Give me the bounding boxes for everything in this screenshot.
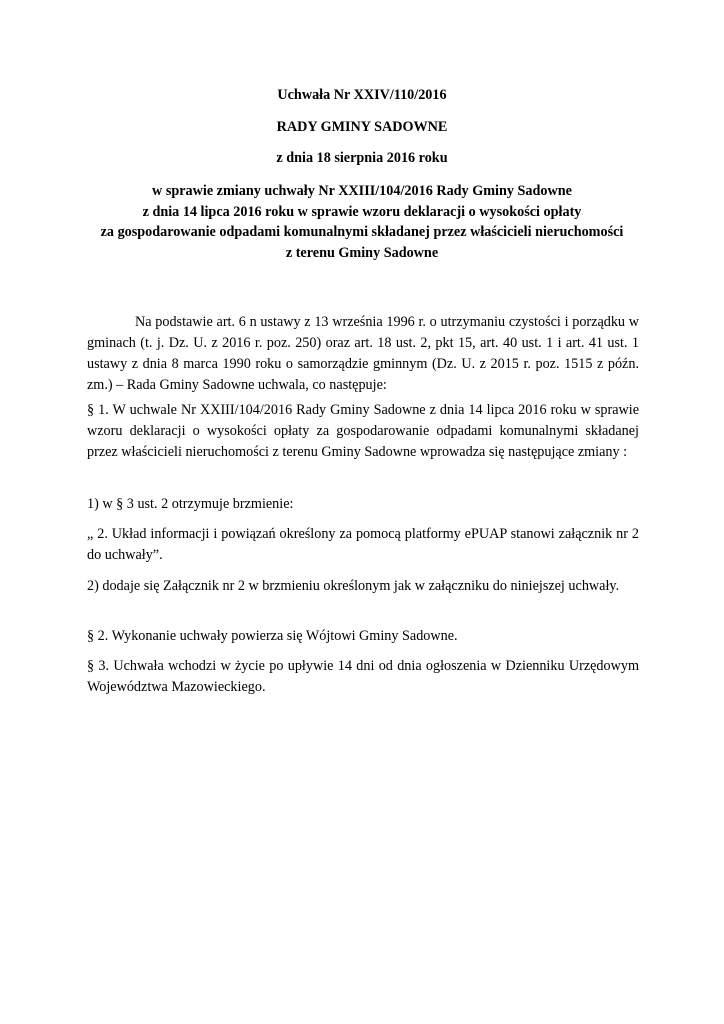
resolution-subject — [0, 181, 724, 264]
subject-line: w sprawie zmiany uchwały Nr XXIII/104/2016 Rady Gminy Sadowne — [152, 183, 572, 199]
legal-basis-paragraph: Na podstawie art. 6 n ustawy z 13 września 1996 r. o utrzymaniu czystości i porządku w gminach (t. j. Dz. U. z 2016 r. poz. 250) oraz art. 18 ust. 2, pkt 15, art. 40 ust. 1 i art. 41 ust. 1 ustawy z dnia 8 marca 1990 roku o samorządzie gminnym (Dz. U. z 2015 r. poz. 1515 z późn. zm.) – Rada Gminy Sadowne uchwala, co następuje: — [87, 314, 639, 394]
section-1-paragraph: § 1. W uchwale Nr XXIII/104/2016 Rady Gminy Sadowne z dnia 14 lipca 2016 roku w sprawie wzoru deklaracji o wysokości opłaty za gospodarowanie odpadami komunalnymi składanej przez właścicieli nieruchomości z terenu Gminy Sadowne wprowadza się następujące zmiany : — [87, 402, 639, 461]
resolution-title: Uchwała Nr XXIV/110/2016 — [277, 87, 447, 103]
section-2-paragraph: § 2. Wykonanie uchwały powierza się Wójtowi Gminy Sadowne. — [87, 628, 458, 645]
subject-line: za gospodarowanie odpadami komunalnymi składanej przez właścicieli nieruchomości — [100, 224, 624, 241]
change-2-paragraph: 2) dodaje się Załącznik nr 2 w brzmieniu określonym jak w załączniku do niniejszej uchwały. — [87, 578, 620, 595]
section-3-paragraph: § 3. Uchwała wchodzi w życie po upływie 14 dni od dnia ogłoszenia w Dzienniku Urzędowym Województwa Mazowieckiego. — [87, 658, 639, 696]
change-1-text: „ 2. Układ informacji i powiązań określony za pomocą platformy ePUAP stanowi załącznik nr 2 do uchwały”. — [87, 526, 639, 564]
subject-line: z dnia 14 lipca 2016 roku w sprawie wzoru deklaracji o wysokości opłaty — [142, 203, 582, 220]
subject-line: z terenu Gminy Sadowne — [285, 245, 439, 262]
issuing-authority: RADY GMINY SADOWNE — [276, 119, 448, 135]
change-1-heading: 1) w § 3 ust. 2 otrzymuje brzmienie: — [87, 496, 294, 513]
resolution-date: z dnia 18 sierpnia 2016 roku — [276, 150, 448, 166]
